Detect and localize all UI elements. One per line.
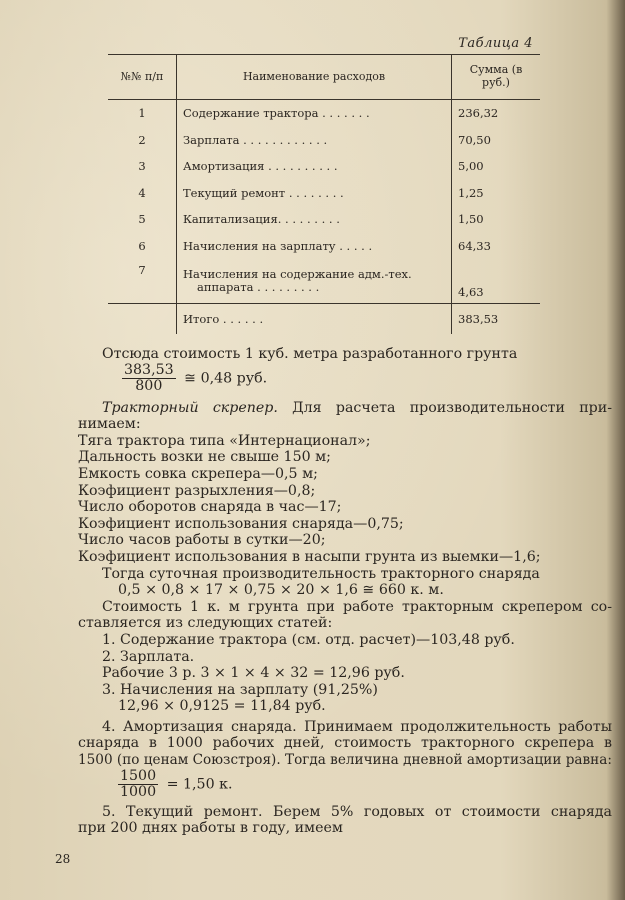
list-item: Коэфициент использования в насыпи грунта из выемки—1,6; [78,548,541,565]
row-num: 1 [108,100,177,127]
paragraph: при 200 днях работы в году, имеем [78,820,343,837]
paragraph: Стоимость 1 к. м грунта при работе тракторным скрепером со- [102,598,612,615]
row-num: 3 [108,153,177,180]
list-item: Дальность возки не свыше 150 м; [78,449,331,466]
table-row [108,259,540,304]
list-item: Число оборотов снаряда в час—17; [78,499,342,516]
header-name: Наименование расходов [177,55,452,100]
list-item: 3. Начисления на зарплату (91,25%) [102,681,378,698]
row-name: Капитализация. . . . . . . . . [177,206,452,233]
table-row [108,153,540,180]
fraction-numerator: 1500 [120,767,157,784]
row-sum: 70,50 [458,132,491,147]
list-item: Коэфициент разрыхления—0,8; [78,482,316,499]
list-item: Коэфициент использования снаряда—0,75; [78,515,404,532]
table-row [108,127,540,154]
formula-cost-per-cubic-meter [78,363,612,394]
paragraph: нимаем: [78,416,141,433]
paragraph: ставляется из следующих статей: [78,615,333,632]
table-caption: Таблица 4 [458,36,533,51]
cost-table [108,54,540,334]
table-row [108,206,540,233]
fraction-denominator: 800 [135,377,163,394]
row-name: Зарплата . . . . . . . . . . . . [177,127,452,154]
total-sum: 383,53 [452,304,541,335]
list-item: 1. Содержание трактора (см. отд. расчет)—103,48 руб. [102,631,515,648]
paragraph: Отсюда стоимость 1 куб. метра разработанного грунта [102,346,518,362]
list-item: 2. Зарплата. [102,648,195,665]
row-sum: 1,50 [458,212,484,227]
formula-accruals: 12,96 × 0,9125 = 11,84 руб. [118,698,326,715]
fraction-denominator: 1000 [120,783,157,800]
table-header-row [108,55,540,100]
row-num: 7 [108,259,177,304]
header-sum: Сумма (в руб.) [452,55,541,100]
row-num: 5 [108,206,177,233]
paragraph: 1500 (по ценам Союзстроя). Тогда величина дневной амортизации равна: [78,752,612,769]
table-row [108,100,540,127]
list-item: Число часов работы в сутки—20; [78,532,326,549]
list-item: Тяга трактора типа «Интернационал»; [78,432,371,449]
row-sum: 5,00 [458,159,484,174]
body-text [78,346,612,837]
formula-result: ≅ 0,48 руб. [184,370,268,387]
row-name: Начисления на зарплату . . . . . [177,233,452,260]
row-name: Содержание трактора . . . . . . . [177,100,452,127]
row-sum: 1,25 [458,185,484,200]
paragraph-text: Для расчета производительности при- [277,399,612,416]
list-item: Емкость совка скрепера—0,5 м; [78,465,318,482]
table-row [108,180,540,207]
row-name: Амортизация . . . . . . . . . . [177,153,452,180]
row-name [177,259,452,304]
fraction-numerator: 383,53 [124,361,174,378]
row-sum: 64,33 [458,238,491,253]
row-name-line2: аппарата . . . . . . . . . [197,280,320,294]
row-num: 4 [108,180,177,207]
fraction [118,769,158,800]
paragraph: снаряда в 1000 рабочих дней, стоимость тракторного скрепера в [78,735,612,752]
row-name: Текущий ремонт . . . . . . . . [177,180,452,207]
paragraph: 5. Текущий ремонт. Берем 5% годовых от стоимости снаряда [102,803,612,820]
paragraph: 4. Амортизация снаряда. Принимаем продолжительность работы [102,718,612,735]
header-num: №№ п/п [108,55,177,100]
formula-productivity: 0,5 × 0,8 × 17 × 0,75 × 20 × 1,6 ≅ 660 к. м. [118,582,444,599]
paragraph: Тогда суточная производительность тракторного снаряда [102,565,540,582]
paragraph-heading-line [78,400,612,417]
formula-depreciation [78,769,612,800]
table-total-row [108,304,540,335]
fraction [122,363,176,394]
formula-wages: Рабочие 3 р. 3 × 1 × 4 × 32 = 12,96 руб. [102,665,405,682]
table-row [108,233,540,260]
row-num: 6 [108,233,177,260]
section-title: Тракторный скрепер. [102,399,278,416]
row-sum: 4,63 [458,285,484,299]
row-name-line1: Начисления на содержание адм.-тех. [183,267,412,281]
row-sum: 236,32 [458,106,499,121]
total-label: Итого . . . . . . [177,304,452,335]
formula-result: = 1,50 к. [166,776,233,793]
row-num: 2 [108,127,177,154]
page-number: 28 [55,852,71,866]
